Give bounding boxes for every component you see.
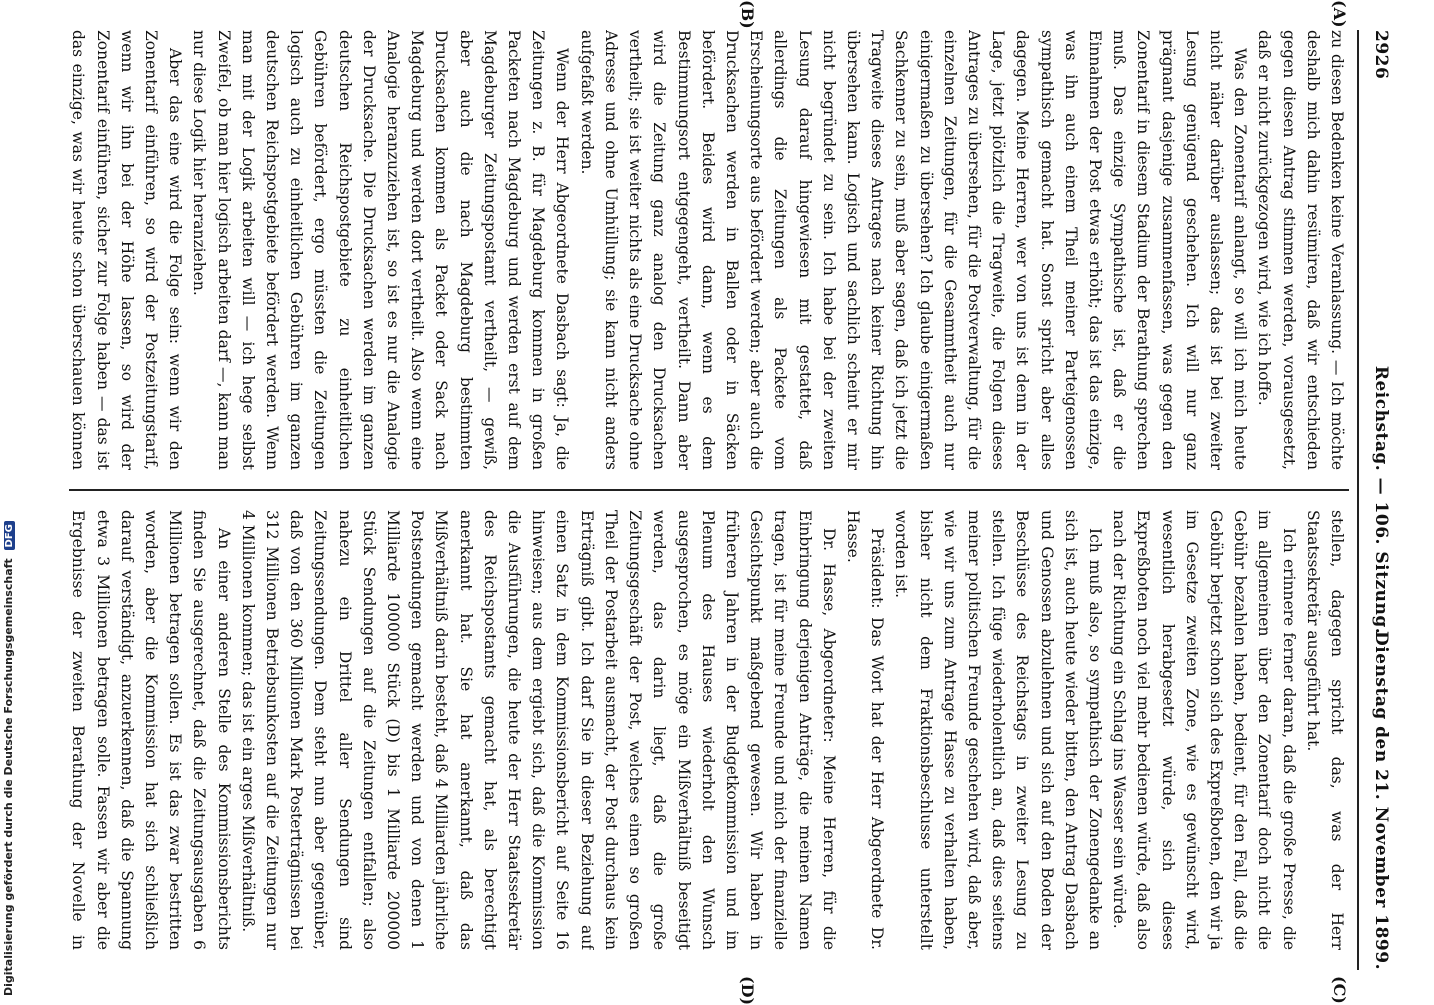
paragraph: stellen, dagegen spricht das, was der Herr Staatssekretär ausgeführt hat.: [1303, 510, 1346, 950]
right-column: [69, 510, 1349, 950]
paragraph: An einer anderen Stelle des Kommissionsberichts finden Sie ausgerechnet, daß die Zeitungsausgaben 6 Millionen betragen sollen. Es ist das zwar bestritten worden, aber die Kommission hat sich schließlich darauf verständigt, anzuerkennen, daß die Spannung etwa 3 Millionen betragen solle. Fassen wir aber die Ergebnisse der zweiten Berathung der Novelle in: [69, 510, 233, 950]
paragraph: Aber das eine wird die Folge sein: wenn wir den Zonentarif einführen, so wird der Postzeitungstarif, wenn wir ihn bei der Höhe lassen, so wird der Zonentarif einführen, sicher zur Folge haben — das ist das einzige, was wir heute schon überschauen können: [69, 30, 185, 470]
paragraph: Was den Zonentarif anlangt, so will ich mich heute nicht näher darüber auslassen; das ist bei zweiter Lesung genügend geschehen. Ich will nur ganz prägnant dasjenige zusammenfassen, was gegen den Zonentarif in diesem Stadium der Berathung sprechen muß. Das einzige Sympathische ist, daß er die Einnahmen der Post etwas erhöht; das ist das einzige, was ihn auch einem Theil meiner Parteigenossen sympathisch gemacht hat. Sonst spricht aber alles dagegen. Meine Herren, wer von uns ist denn in der Lage, jetzt plötzlich die Tragweite, die Folgen dieses Antrages zu übersehen, für die Postverwaltung, für die einzelnen Zeitungen, für die Gesammtheit auch nur einigermaßen zu übersehen? Ich glaube einigermaßen Sachkenner zu sein, muß aber sagen, daß ich jetzt die Tragweite dieses Antrages nach keiner Richtung hin übersehen kann. Logisch und sachlich scheint er mir nicht begründet zu sein. Ich habe bei der zweiten Lesung darauf hingewiesen mit gestattet, daß allerdings die Zeitungen als Packete vom Erscheinungsorte aus befördert werden; aber auch die Drucksachen werden in Ballen oder in Säcken befördert. Beides wird dann, wenn es dem Bestimmungsort entgegengeht, vertheilt. Dann aber wird die Zeitung ganz analog den Drucksachen vertheilt; sie ist weiter nichts als eine Drucksache ohne Adresse und ohne Umhüllung; sie kann nicht anders aufgefaßt werden.: [577, 30, 1250, 470]
page-number: 2926: [1371, 30, 1391, 80]
dfg-logo: DFG: [4, 521, 15, 550]
margin-marker-d: (D): [738, 976, 757, 1005]
paragraph: Wenn der Herr Abgeordnete Dasbach sagt: Ja, die Zeitungen z. B. für Magdeburg kommen in großen Packeten nach Magdeburg und werden erst auf dem Magdeburger Zeitungspostamt vertheilt, — gewiß, aber auch die nach Magdeburg bestimmten Drucksachen kommen als Packet oder Sack nach Magdeburg und werden dort vertheilt. Also wenn eine Analogie heranzuziehen ist, so ist es nur die Analogie der Drucksache. Die Drucksachen werden im ganzen deutschen Reichspostgebiete zu einheitlichen Gebühren befördert, ergo müssten die Zeitungen logisch auch zu einheitlichen Gebühren im ganzen deutschen Reichspostgebiete befördert werden. Wenn man mit der Logik arbeiten will — ich hege selbst Zweifel, ob man hier logisch arbeiten darf —, kann man nur diese Logik hier heranziehen.: [190, 30, 572, 470]
header-rule: [1357, 30, 1359, 970]
margin-marker-b: (B): [738, 0, 757, 29]
speaker-paragraph: Präsident: Das Wort hat der Herr Abgeordnete Dr. Hasse.: [843, 510, 887, 950]
left-column: [69, 30, 1349, 470]
running-title: Reichstag. — 106. Sitzung.: [1371, 365, 1391, 635]
document-page: [57, 0, 1397, 1005]
margin-marker-c: (C): [1330, 976, 1349, 1004]
credit-text: Digitalisierung gefördert durch die Deutsche Forschungsgemeinschaft: [2, 558, 15, 996]
paragraph: zu diesen Bedenken keine Veranlassung. — Ich möchte deshalb mich dahin resümiren, daß wir entschieden gegen diesen Antrag stimmen werden, vorausgesetzt, daß er nicht zurückgezogen wird, wie ich hoffe.: [1255, 30, 1346, 470]
paragraph: Ich erinnere ferner daran, daß die große Presse, die im allgemeinen über den Zonentarif doch nicht die Gebühr bezahlen haben, bedient, für den Fall, daß die Gebühr berjetzt schon sich des Expreßboten, den wir ja im Gesetze zweiten Zone, wie es gewünscht wird, wesentlich herabgesetzt würde, sich dieses Expreßboten noch viel mehr bedienen würde, daß also nach der Richtung ein Schlag ins Wasser sein würde.: [1110, 510, 1298, 950]
paragraph: Ich muß also, so sympathisch der Zonengedanke an sich ist, auch heute wieder bitten, den Antrag Dasbach und Genossen abzulehnen und sich auf den Boden der Beschlüsse des Reichstags in zweiter Lesung zu stellen. Ich füge wiederholentlich an, daß dies seitens meiner politischen Freunde geschehen wird, daß aber, wie wir uns zum Antrage Hasse zu verhalten haben, bisher nicht dem Fraktionsbeschlusse unterstellt worden ist.: [892, 510, 1104, 950]
page-header: [1361, 30, 1397, 970]
session-date: Dienstag den 21. November 1899.: [1371, 631, 1391, 970]
digitization-credit: [2, 521, 15, 996]
speaker-paragraph: Dr. Hasse, Abgeordneter: Meine Herren, für die Einbringung derjenigen Anträge, die meinen Namen tragen, ist für meine Freunde und mich der finanzielle Gesichtspunkt maßgebend gewesen. Wir haben in früheren Jahren in der Budgetkommission und im Plenum des Hauses wiederholt den Wunsch ausgesprochen, es möge ein Mißverhältniß beseitigt werden, das darin liegt, daß die große Zeitungsgeschäft der Post, welches einen so großen Theil der Postarbeit ausmacht, der Post durchaus kein Erträgniß gibt. Ich darf Sie in dieser Beziehung auf einen Satz in dem Kommissionsbericht auf Seite 16 hinweisen; aus dem ergiebt sich, daß die Kommission die Ausführungen, die heute der Herr Staatssekretär des Reichspostamts gemacht hat, als berechtigt anerkannt hat. Sie hat anerkannt, daß das Mißverhältniß darin besteht, daß 4 Milliarden jährliche Postsendungen gemacht werden und von denen 1 Milliarde 100000 Stück (D) bis 1 Milliarde 200000 Stück Sendungen auf die Zeitungen entfallen; also nahezu ein Drittel aller Sendungen sind Zeitungssendungen. Dem steht nun aber gegenüber, daß von den 360 Millionen Mark Posterträgnissen bei 312 Millionen Betriebsunkosten auf die Zeitungen nur 4 Millionen kommen; das ist ein arges Mißverhältniß.: [238, 510, 838, 950]
column-rule: [69, 489, 1349, 491]
margin-marker-a: (A): [1330, 0, 1349, 28]
